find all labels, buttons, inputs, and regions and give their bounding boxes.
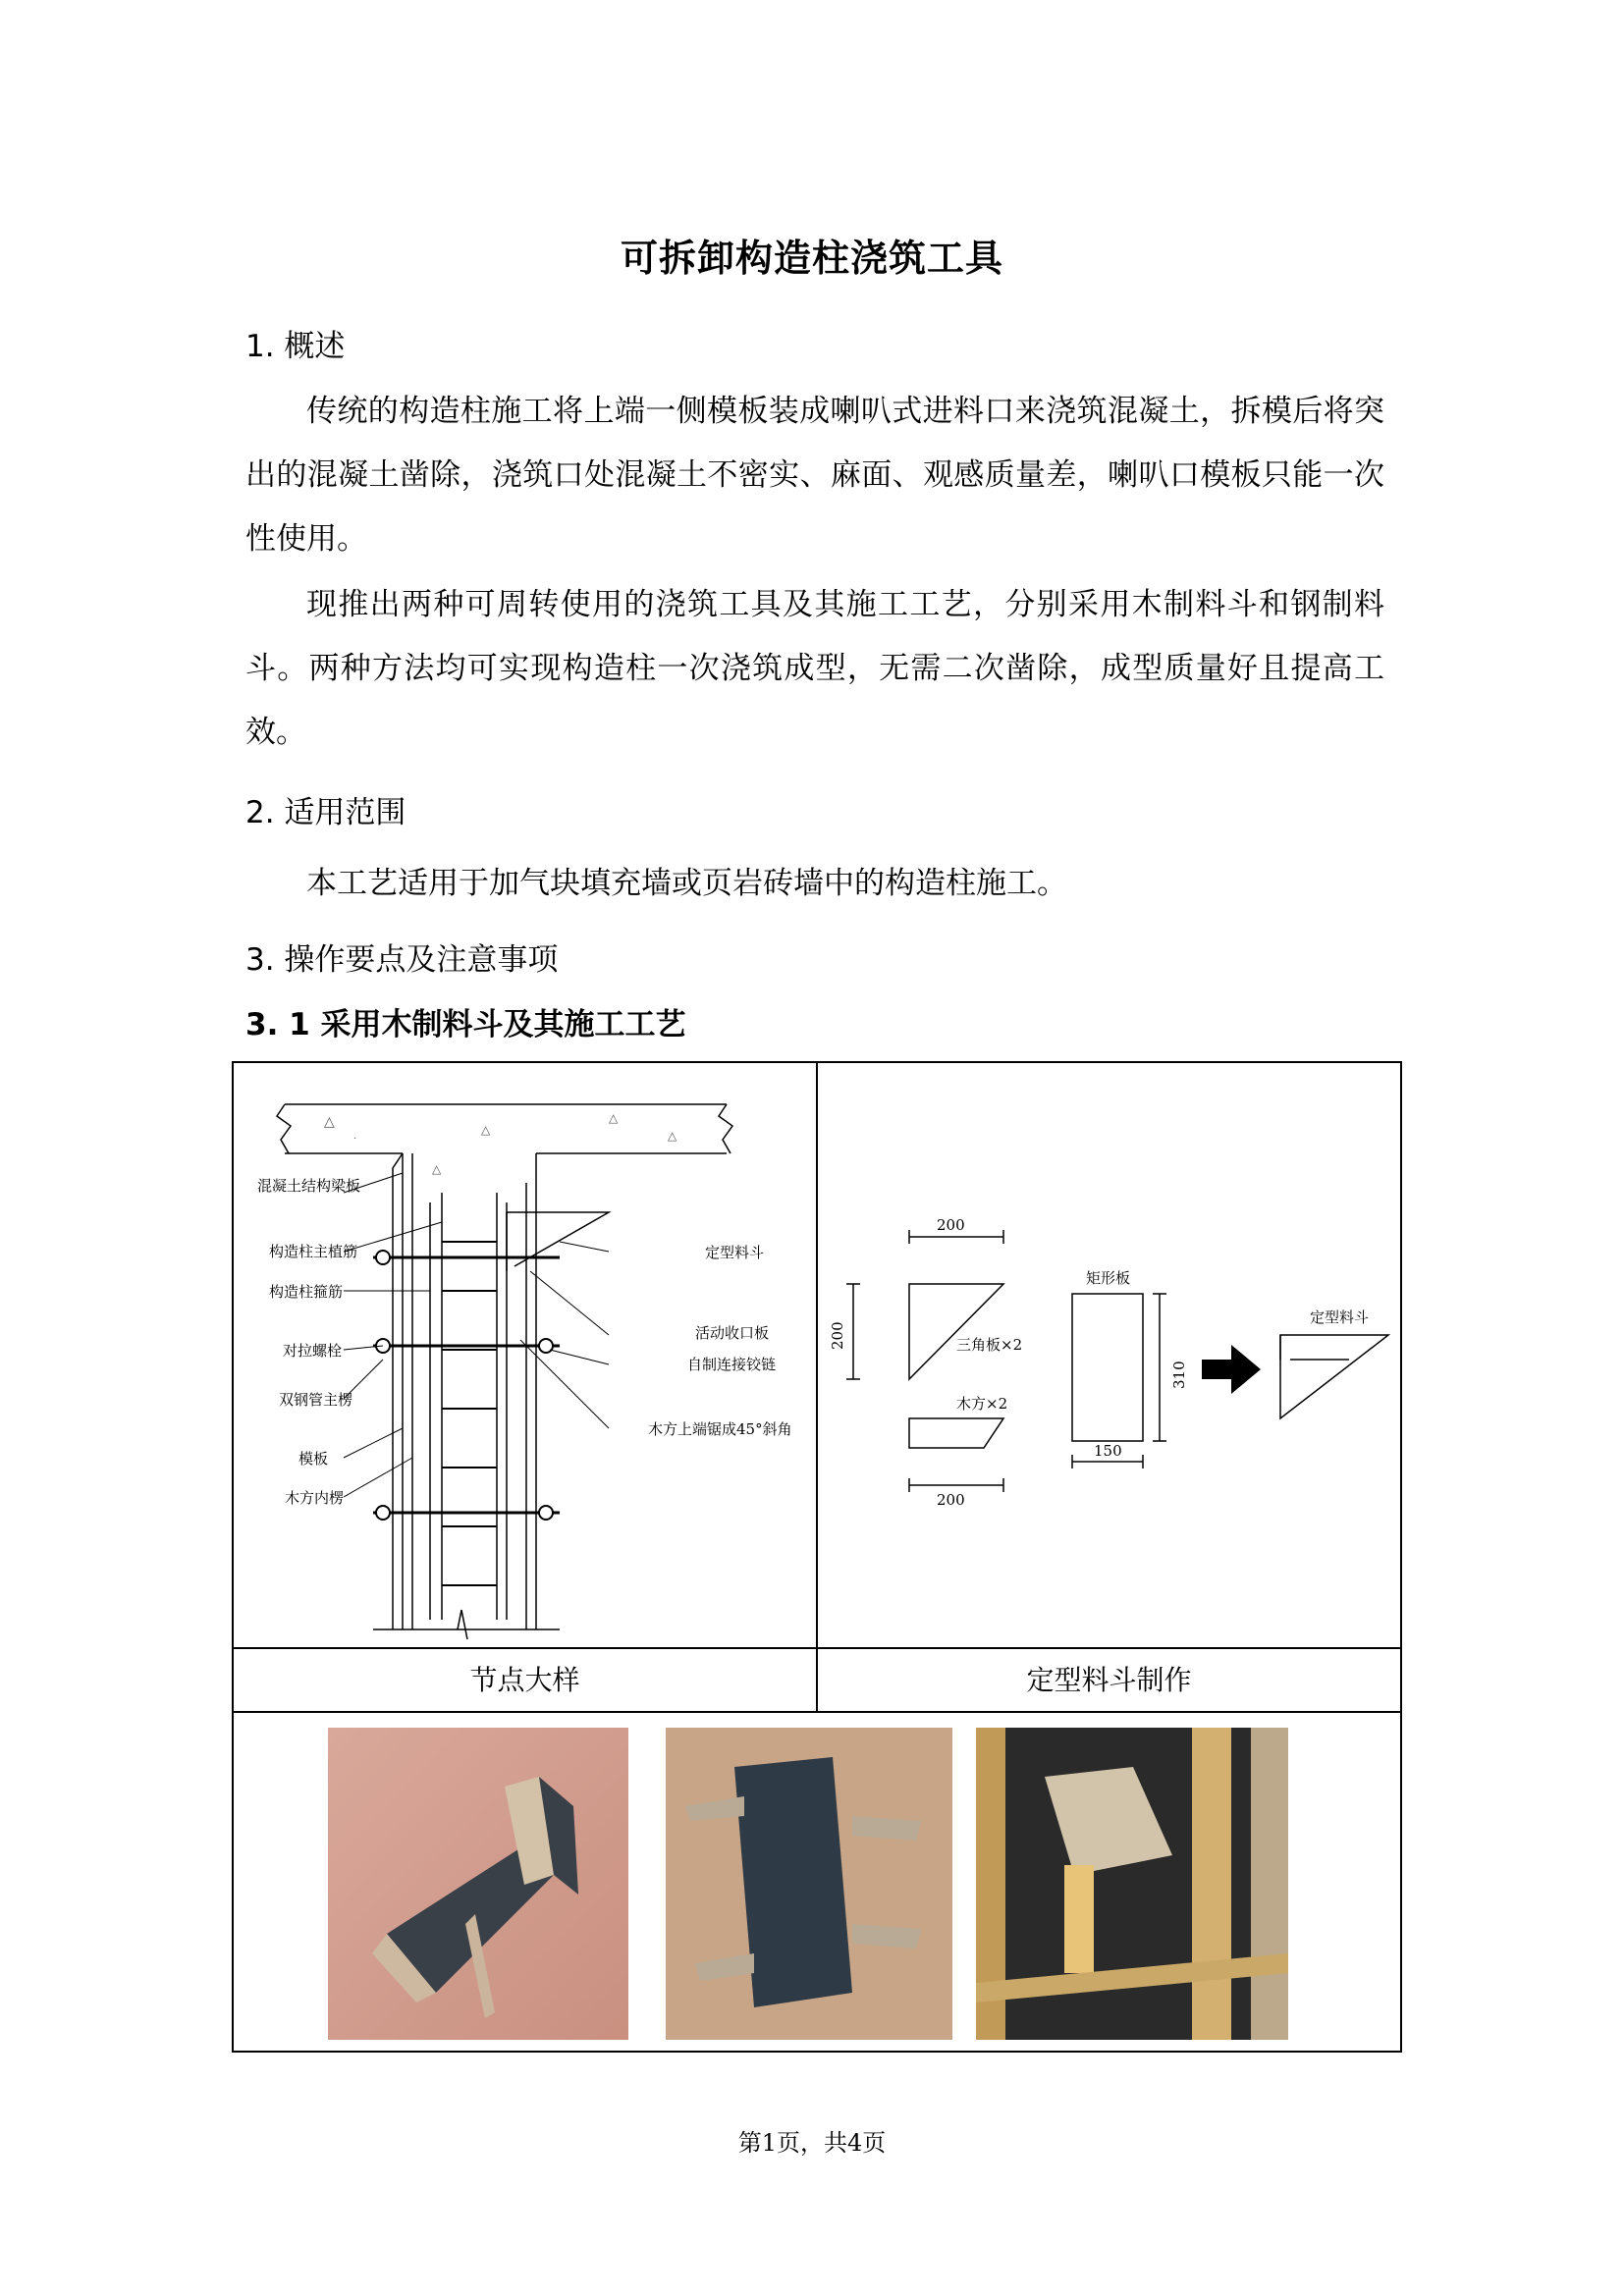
photo-wood-hopper-2 bbox=[666, 1728, 952, 2040]
label-main-bar: 构造柱主植筋 bbox=[269, 1243, 358, 1260]
section-1-paragraph-1: 传统的构造柱施工将上端一侧模板装成喇叭式进料口来浇筑混凝土，拆模后将突出的混凝土凿除，浇筑口处混凝土不密实、麻面、观感质量差，喇叭口模板只能一次性使用。 bbox=[245, 394, 1384, 557]
section-3-1-heading: 3. 1 采用木制料斗及其施工工艺 bbox=[245, 1007, 686, 1042]
photo-wood-hopper-3 bbox=[976, 1728, 1288, 2040]
svg-text:△: △ bbox=[668, 1129, 677, 1143]
label-stirrup: 构造柱箍筋 bbox=[269, 1283, 344, 1301]
dim-bottom: 200 bbox=[937, 1491, 965, 1509]
section-1-heading: 1. 概述 bbox=[245, 329, 346, 364]
table-divider-vertical bbox=[816, 1063, 818, 1711]
svg-text:△: △ bbox=[609, 1111, 619, 1125]
dim-left: 200 bbox=[829, 1321, 846, 1350]
label-inner-rib: 木方内楞 bbox=[285, 1489, 345, 1507]
document-title: 可拆卸构造柱浇筑工具 bbox=[620, 237, 1003, 280]
label-formwork: 模板 bbox=[298, 1450, 329, 1468]
label-wood: 木方×2 bbox=[956, 1395, 1008, 1413]
label-closing-plate: 活动收口板 bbox=[695, 1324, 770, 1342]
node-detail-drawing bbox=[236, 1065, 815, 1646]
page-footer: 第1页，共4页 bbox=[737, 2129, 887, 2157]
section-3-heading: 3. 操作要点及注意事项 bbox=[245, 942, 559, 978]
label-steel-pipe: 双钢管主楞 bbox=[279, 1391, 353, 1409]
dim-rect-w: 150 bbox=[1094, 1442, 1122, 1460]
label-hopper-result: 定型料斗 bbox=[1310, 1308, 1370, 1326]
caption-left: 节点大样 bbox=[469, 1664, 580, 1696]
dim-top: 200 bbox=[937, 1216, 965, 1234]
photo-wood-hopper-1 bbox=[328, 1728, 628, 2040]
section-2-heading: 2. 适用范围 bbox=[245, 795, 406, 830]
svg-text:△: △ bbox=[481, 1123, 491, 1137]
section-1-paragraph-2: 现推出两种可周转使用的浇筑工具及其施工工艺，分别采用木制料斗和钢制料斗。两种方法均可实现构造柱一次浇筑成型，无需二次凿除，成型质量好且提高工效。 bbox=[245, 587, 1384, 750]
dim-rect-h: 310 bbox=[1170, 1361, 1188, 1389]
table-divider-bottom bbox=[234, 1711, 1400, 1713]
caption-right: 定型料斗制作 bbox=[1026, 1664, 1192, 1696]
svg-text:△: △ bbox=[432, 1162, 442, 1176]
label-triangle: 三角板×2 bbox=[956, 1336, 1023, 1354]
label-bevel: 木方上端锯成45°斜角 bbox=[648, 1420, 792, 1438]
label-bolt: 对拉螺栓 bbox=[283, 1342, 343, 1360]
hopper-fabrication-drawing bbox=[819, 1065, 1400, 1646]
svg-text:·: · bbox=[353, 1134, 357, 1145]
label-slab: 混凝土结构梁板 bbox=[257, 1177, 361, 1195]
section-2-paragraph: 本工艺适用于加气块填充墙或页岩砖墙中的构造柱施工。 bbox=[306, 866, 1067, 901]
svg-text:△: △ bbox=[324, 1114, 335, 1130]
figure-table bbox=[232, 1061, 1402, 2053]
label-hinge: 自制连接铰链 bbox=[687, 1356, 777, 1373]
label-hopper: 定型料斗 bbox=[705, 1244, 765, 1261]
arrow-right-icon bbox=[1202, 1345, 1261, 1394]
label-rect: 矩形板 bbox=[1086, 1269, 1131, 1287]
